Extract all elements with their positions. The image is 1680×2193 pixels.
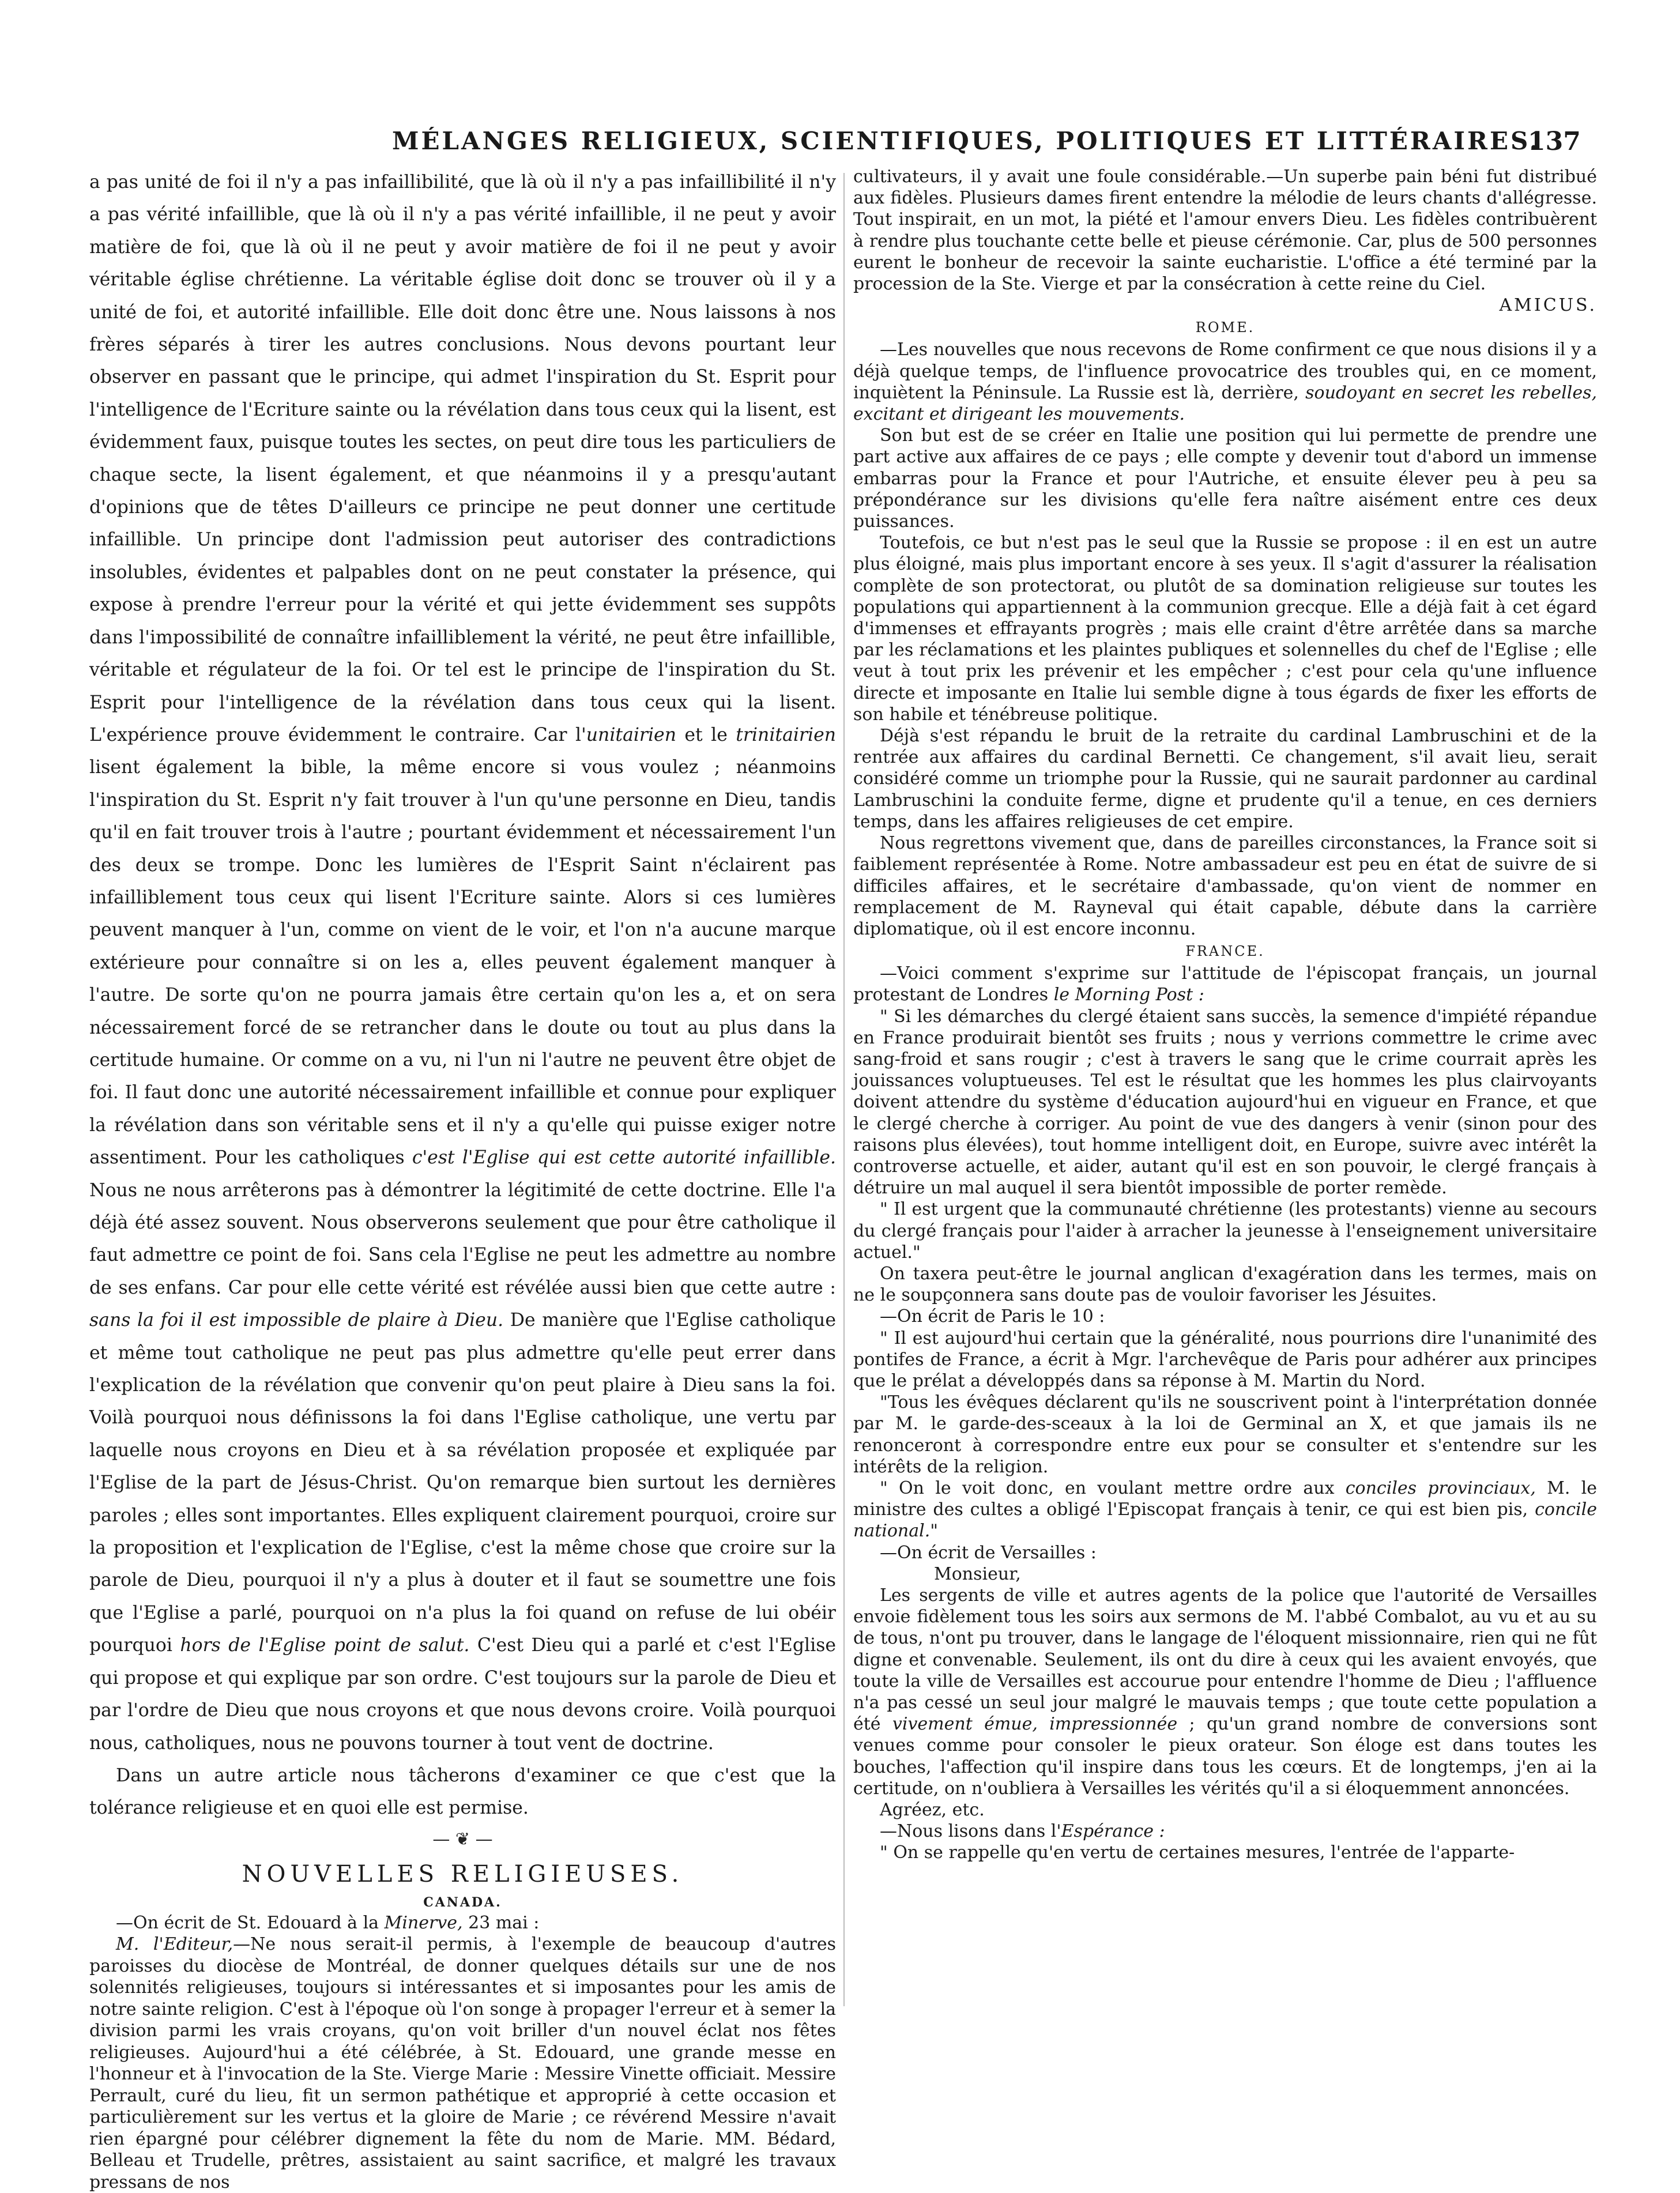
essay-paragraph: a pas unité de foi il n'y a pas infaillibilité, que là où il n'y a pas infaillibilité il n'y a pas vérité infaillible, que là où il n'y a pas vérité infaillible, il ne peut y avoir matière de foi, que là où il ne peut y avoir matière de foi il ne peut y avoir véritable église chrétienne. La véritable église doit donc se trouver où il y a unité de foi, et autorité infaillible. Elle doit donc être une. Nous laissons à nos frères séparés à tirer les autres conclusions. Nous devons pourtant leur observer en passant que le principe, qui admet l'inspiration du St. Esprit pour l'intelligence de l'Ecriture sainte ou la révélation dans tous ceux qui la lisent, est évidemment faux, puisque toutes les sectes, on peut dire tous les particuliers de chaque secte, la lisent également, et que néanmoins il y a presqu'autant d'opinions que de têtes D'ailleurs ce principe ne peut donner une certitude infaillible. Un principe dont l'admission peut autoriser des contradictions insolubles, évidentes et palpables dont on ne peut constater la présence, qui expose à prendre l'erreur pour la vérité et qui jette évidemment ses suppôts dans l'impossibilité de connaître infailliblement la vérité, ne peut être infaillible, véritable et régulateur de la foi. Or tel est le principe de l'inspiration du St. Esprit pour l'intelligence de la révélation dans tous ceux qui la lisent. L'expérience prouve évidemment le contraire. Car l'unitairien et le trinitairien lisent également la bible, la même encore si vous voulez ; néanmoins l'inspiration du St. Esprit n'y fait trouver à l'un qu'une personne en Dieu, tandis qu'il en fait trouver trois à l'autre ; pourtant évidemment et nécessairement l'un des deux se trompe. Donc les lumières de l'Esprit Saint n'éclairent pas infailliblement tous ceux qui lisent l'Ecriture sainte. Alors si ces lumières peuvent manquer à l'un, comme on vient de le voir, et l'on n'a aucune marque extérieure pour connaître si on les a, elles peuvent également manquer à l'autre. De sorte qu'on ne pourra jamais être certain qu'on les a, et on sera nécessairement forcé de se retrancher dans le doute ou tout au plus dans la certitude humaine. Or comme on a vu, ni l'un ni l'autre ne peuvent être objet de foi. Il faut donc une autorité nécessairement infaillible et connue pour expliquer la révélation dans son véritable sens et il n'y a qu'elle qui puisse exiger notre assentiment. Pour les catholiques c'est l'Eglise qui est cette autorité infaillible. Nous ne nous arrêterons pas à démontrer la légitimité de cette doctrine. Elle l'a déjà été assez souvent. Nous observerons seulement que pour être catholique il faut admettre ce point de foi. Sans cela l'Eglise ne peut les admettre au nombre de ses enfans. Car pour elle cette vérité est révélée aussi bien que cette autre : sans la foi il est impossible de plaire à Dieu. De manière que l'Eglise catholique et même tout catholique ne peut pas plus admettre qu'elle peut errer dans l'explication de la révélation que convenir qu'on peut plaire à Dieu sans la foi. Voilà pourquoi nous définissons la foi dans l'Eglise catholique, une vertu par laquelle nous croyons en Dieu et à sa révélation proposée et expliquée par l'Eglise de la part de Jésus-Christ. Qu'on remarque bien surtout les dernières paroles ; elles sont importantes. Elles expliquent clairement pourquoi, croire sur la proposition et l'explication de l'Eglise, c'est la même chose que croire sur la parole de Dieu, pourquoi il n'y a plus à douter et il faut se soumettre une fois que l'Eglise a parlé, pourquoi on n'a plus la foi quand on refuse de lui obéir pourquoi hors de l'Eglise point de salut. C'est Dieu qui a parlé et c'est l'Eglise qui propose et qui explique par son ordre. C'est toujours sur la parole de Dieu et par l'ordre de Dieu que nous croyons et que nous devons croire. Voilà pourquoi nous, catholiques, nous ne pouvons tourner à tout vent de doctrine. — [89, 172, 837, 1754]
page-number: 137 — [1528, 127, 1581, 156]
france-paragraph: " On le voit donc, en voulant mettre ordre aux conciles provinciaux, M. le ministre des cultes a obligé l'Episcopat français à tenir, ce qui est bien pis, concile national." — [853, 1478, 1597, 1542]
france-paragraph: —On écrit de Versailles : — [880, 1542, 1097, 1563]
ornament-divider: — ❦ — — [432, 1829, 493, 1849]
rome-paragraph: Son but est de se créer en Italie une position qui lui permette de prendre une part active aux affaires de ce pays ; elle compte y devenir tout d'abord un immense embarras pour la France et pour l'Autriche, et ensuite élever peu à peu sa prépondérance sur les divisions qu'elle fera naître aisément entre ces deux puissances. — [853, 425, 1597, 532]
france-paragraph: —Nous lisons dans l'Espérance : — [880, 1821, 1165, 1842]
running-title: MÉLANGES RELIGIEUX, SCIENTIFIQUES, POLITIQUES ET LITTÉRAIRES. — [392, 127, 1540, 155]
france-paragraph: " Il est urgent que la communauté chrétienne (les protestants) vienne au secours du clergé français pour l'aider à arracher la jeunesse à l'enseignement universitaire actuel." — [853, 1199, 1597, 1263]
canada-letter-continued: cultivateurs, il y avait une foule considérable.—Un superbe pain béni fut distribué aux fidèles. Plusieurs dames firent entendre la mélodie de leurs chants d'allégresse. Tout inspirait, en un mot, la piété et l'amour envers Dieu. Les fidèles contribuèrent à rendre plus touchante cette belle et pieuse cérémonie. Car, plus de 500 personnes eurent le bonheur de recevoir la sainte eucharistie. L'office a été terminé par la procession de la Ste. Vierge et par la consécration à cette reine du Ciel. — [853, 167, 1597, 295]
column-rule — [843, 173, 845, 2006]
page-header — [0, 127, 1680, 167]
letter-closing: Agréez, etc. — [880, 1800, 985, 1821]
canada-news — [89, 1912, 836, 2193]
france-paragraph: " On se rappelle qu'en vertu de certaines mesures, l'entrée de l'apparte- — [880, 1842, 1515, 1863]
france-paragraph: On taxera peut-être le journal anglican d'exagération dans les termes, mais on ne le soupçonnera sans doute pas de vouloir favoriser les Jésuites. — [853, 1263, 1597, 1306]
letter-salutation: Monsieur, — [934, 1563, 1021, 1584]
canada-heading: CANADA. — [423, 1894, 502, 1910]
news-section-heading: NOUVELLES RELIGIEUSES. — [242, 1860, 684, 1887]
france-paragraph: " Il est aujourd'hui certain que la généralité, nous pourrions dire l'unanimité des pontifes de France, a écrit à Mgr. l'archevêque de Paris pour adhérer aux principes que le prélat a développés dans sa réponse à M. Martin du Nord. — [853, 1328, 1597, 1391]
rome-heading: ROME. — [1195, 319, 1255, 336]
france-paragraph: Les sergents de ville et autres agents de la police que l'autorité de Versailles envoie fidèlement tous les soirs aux sermons de M. l'abbé Combalot, au vu et au su de tous, n'ont pu trouver, dans le langage de l'éloquent missionnaire, rien qui ne fût digne et convenable. Seulement, ils ont du dire à ceux qui les avaient envoyés, que toute la ville de Versailles est accourue pour entendre l'homme de Dieu ; l'affluence n'a pas cessé un seul jour malgré le mauvais temps ; que toute cette population a été vivement émue, impressionnée ; qu'un grand nombre de conversions sont venues comme pour consoler le pieux orateur. Son éloge est dans toutes les bouches, l'affection qu'il inspire dans tous les cœurs. Et de longtemps, j'en ai la certitude, on n'oubliera à Versailles les vérités qu'il a si éloquemment annoncées. — [853, 1585, 1597, 1799]
france-paragraph: " Si les démarches du clergé étaient sans succès, la semence d'impiété répandue en France produirait bientôt ses fruits ; nous y verrions commettre le crime avec sang-froid et sans rougir ; c'est à travers le sang que le crime courrait après les jouissances voluptueuses. Tel est le résultat que les hommes les plus clairvoyants doivent attendre du système d'éducation aujourd'hui en vigueur en France, et que le clergé cherche à corriger. Au point de vue des dangers à venir (sinon pour des raisons plus élevées), tout homme intelligent doit, en Europe, suivre avec intérêt la controverse actuelle, et aider, autant qu'il est en son pouvoir, le clergé français à détruire un mal auquel il sera bientôt impossible de porter remède. — [853, 1006, 1597, 1199]
rome-paragraph: Toutefois, ce but n'est pas le seul que la Russie se propose : il en est un autre plus éloigné, mais plus important encore à ses yeux. Il s'agit d'assurer la réalisation complète de son protectorat, ou plutôt de sa domination religieuse sur toutes les populations qui appartiennent à la communion grecque. Elle a déjà fait à cet égard d'immenses et effrayants progrès ; mais elle craint d'être arrêtée dans sa marche par les réclamations et les plaintes publiques et solennelles du chef de l'Eglise ; elle veut à tout prix les prévenir et les empêcher ; c'est pour cela qu'une influence directe et imposante en Italie lui semble digne à tous égards de fixer les efforts de son habile et ténébreuse politique. — [853, 533, 1597, 725]
france-paragraph: "Tous les évêques déclarent qu'ils ne souscrivent point à l'interprétation donnée par M. le garde-des-sceaux à la loi de Germinal an X, et que jamais ils ne renonceront à correspondre entre eux pour se consulter et s'entendre sur les intérêts de la religion. — [853, 1392, 1597, 1477]
left-column — [89, 166, 836, 2193]
canada-letter: M. l'Editeur,—Ne nous serait-il permis, à l'exemple de beaucoup d'autres paroisses du diocèse de Montréal, de donner quelques détails sur une de nos solennités religieuses, toujours si intéressantes et si imposantes pour les amis de notre sainte religion. C'est à l'époque où l'on songe à propager l'erreur et à semer la division parmi les vrais croyans, qu'on voit briller d'un nouvel éclat nos fêtes religieuses. Aujourd'hui a été célébrée, à St. Edouard, une grande messe en l'honneur et à l'invocation de la Ste. Vierge Marie : Messire Vinette officiait. Messire Perrault, curé du lieu, fit un sermon pathétique et approprié à cette occasion et particulièrement sur les vertus et la gloire de Marie ; ce révérend Messire n'avait rien épargné pour célébrer dignement la fête du nom de Marie. MM. Bédard, Belleau et Trudelle, prêtres, assistaient au saint sacrifice, et malgré les travaux pressans de nos — [89, 1934, 837, 2192]
france-paragraph: —Voici comment s'exprime sur l'attitude de l'épiscopat français, un journal protestant de Londres le Morning Post : — [853, 963, 1597, 1005]
rome-paragraph: —Les nouvelles que nous recevons de Rome confirment ce que nous disions il y a déjà quelque temps, de l'influence provocatrice des troubles qui, en ce moment, inquiètent la Péninsule. La Russie est là, derrière, soudoyant en secret les rebelles, excitant et dirigeant les mouvements. — [853, 340, 1597, 425]
canada-intro: —On écrit de St. Edouard à la Minerve, 23 mai : — [116, 1912, 540, 1933]
rome-paragraph: Déjà s'est répandu le bruit de la retraite du cardinal Lambruschini et de la rentrée aux affaires du cardinal Bernetti. Ce changement, s'il avait lieu, serait considéré comme un triomphe pour la Russie, qui ne saurait pardonner au cardinal Lambruschini la conduite ferme, digne et prudente qu'il a tenue, en ces derniers temps, dans les affaires religieuses de cet empire. — [853, 726, 1597, 832]
france-paragraph: —On écrit de Paris le 10 : — [880, 1306, 1105, 1327]
right-column — [853, 166, 1597, 1864]
rome-paragraph: Nous regrettons vivement que, dans de pareilles circonstances, la France soit si faiblement représentée à Rome. Notre ambassadeur est peu en état de suivre de si difficiles affaires, et le secrétaire d'ambassade, qu'on vient de nommer en remplacement de M. Rayneval qui était capable, débute dans la carrière diplomatique, où il est encore inconnu. — [853, 833, 1597, 939]
france-heading: FRANCE. — [1185, 943, 1265, 960]
essay-closing-paragraph: Dans un autre article nous tâcherons d'examiner ce que c'est que la tolérance religieuse et en quoi elle est permise. — [89, 1765, 836, 1819]
letter-signature: AMICUS. — [1499, 295, 1597, 316]
